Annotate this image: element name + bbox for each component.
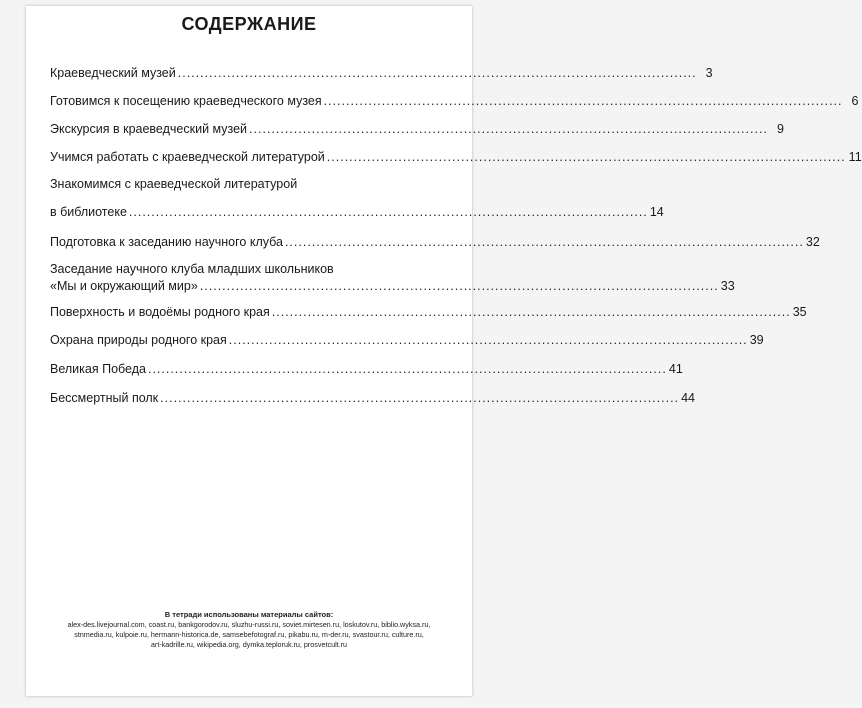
toc-entry-title: Краеведческий музей (50, 66, 176, 80)
toc-leader: .................................................................................................................... (284, 235, 804, 249)
toc-entry-title-line1: Знакомимся с краеведческой литературой (50, 177, 298, 191)
toc-leader: .................................................................................................................... (177, 66, 697, 80)
toc-entry[interactable] (50, 93, 859, 110)
toc-leader: .................................................................................................................... (249, 122, 768, 136)
toc-page-number: 39 (749, 333, 764, 347)
toc-leader: .................................................................................................................... (199, 279, 719, 293)
toc-leader: .................................................................................................................... (147, 362, 667, 376)
toc-entry[interactable] (50, 304, 807, 321)
toc-leader: .................................................................................................................... (271, 305, 791, 319)
toc-entry[interactable] (50, 234, 820, 251)
toc-entry-title: Готовимся к посещению краеведческого музея (50, 94, 322, 108)
page-title: СОДЕРЖАНИЕ (181, 14, 317, 34)
toc-entry-title: Поверхность и водоёмы родного края (50, 305, 270, 319)
toc-page-number: 35 (792, 305, 807, 319)
toc-entry-title: в библиотеке (50, 205, 127, 219)
toc-leader: .................................................................................................................... (228, 333, 748, 347)
toc-page-number: 32 (805, 235, 820, 249)
toc-page-number: 3 (705, 66, 713, 80)
toc-leader: .................................................................................................................... (326, 150, 846, 164)
sources-header: В тетради использованы материалы сайтов: (164, 610, 334, 619)
toc-entry-title: Великая Победа (50, 362, 146, 376)
toc-entry-title: Учимся работать с краеведческой литературой (50, 150, 325, 164)
toc-entry[interactable] (50, 361, 683, 378)
toc-entry[interactable] (50, 261, 735, 295)
toc-page-number: 11 (848, 150, 862, 164)
sources-line: stnmedia.ru, kulpoie.ru, hermann-historica.de, samsebefotograf.ru, pikabu.ru, m-der.ru, svastour.ru, culture.ru, (74, 630, 424, 639)
toc-entry[interactable] (50, 390, 696, 407)
toc-entry[interactable] (50, 121, 784, 138)
toc-page-number: 44 (681, 391, 696, 405)
toc-page-number: 41 (668, 362, 683, 376)
toc-entry[interactable] (50, 149, 862, 166)
toc-entry-title: Подготовка к заседанию научного клуба (50, 235, 283, 249)
sources-credits (26, 610, 472, 650)
toc-leader: .................................................................................................................... (128, 205, 648, 219)
toc-entry[interactable] (50, 332, 764, 349)
toc-entry-title-line1: Заседание научного клуба младших школьников (50, 262, 334, 276)
sources-line: art-kadrille.ru, wikipedia.org, dymka.teploruk.ru, prosvetcult.ru (150, 640, 348, 649)
page (26, 6, 862, 696)
toc-entry-title: Бессмертный полк (50, 391, 159, 405)
toc-page-number: 9 (776, 122, 784, 136)
toc-entry-title: Экскурсия в краеведческий музей (50, 122, 248, 136)
toc-entry[interactable] (50, 65, 713, 82)
toc-entry[interactable] (50, 176, 664, 221)
toc-entry-title: Охрана природы родного края (50, 333, 227, 347)
toc-page-number: 6 (851, 94, 859, 108)
toc-page-number: 33 (720, 279, 735, 293)
toc-leader: .................................................................................................................... (323, 94, 843, 108)
toc-page-number: 14 (649, 205, 664, 219)
toc-entry-title: «Мы и окружающий мир» (50, 279, 198, 293)
toc-leader: .................................................................................................................... (160, 391, 680, 405)
sources-line: alex-des.livejournal.com, coast.ru, bankgorodov.ru, sluzhu-russi.ru, soviet.mirtesen.ru, loskutov.ru, biblio.wyksa.ru, (67, 620, 431, 629)
